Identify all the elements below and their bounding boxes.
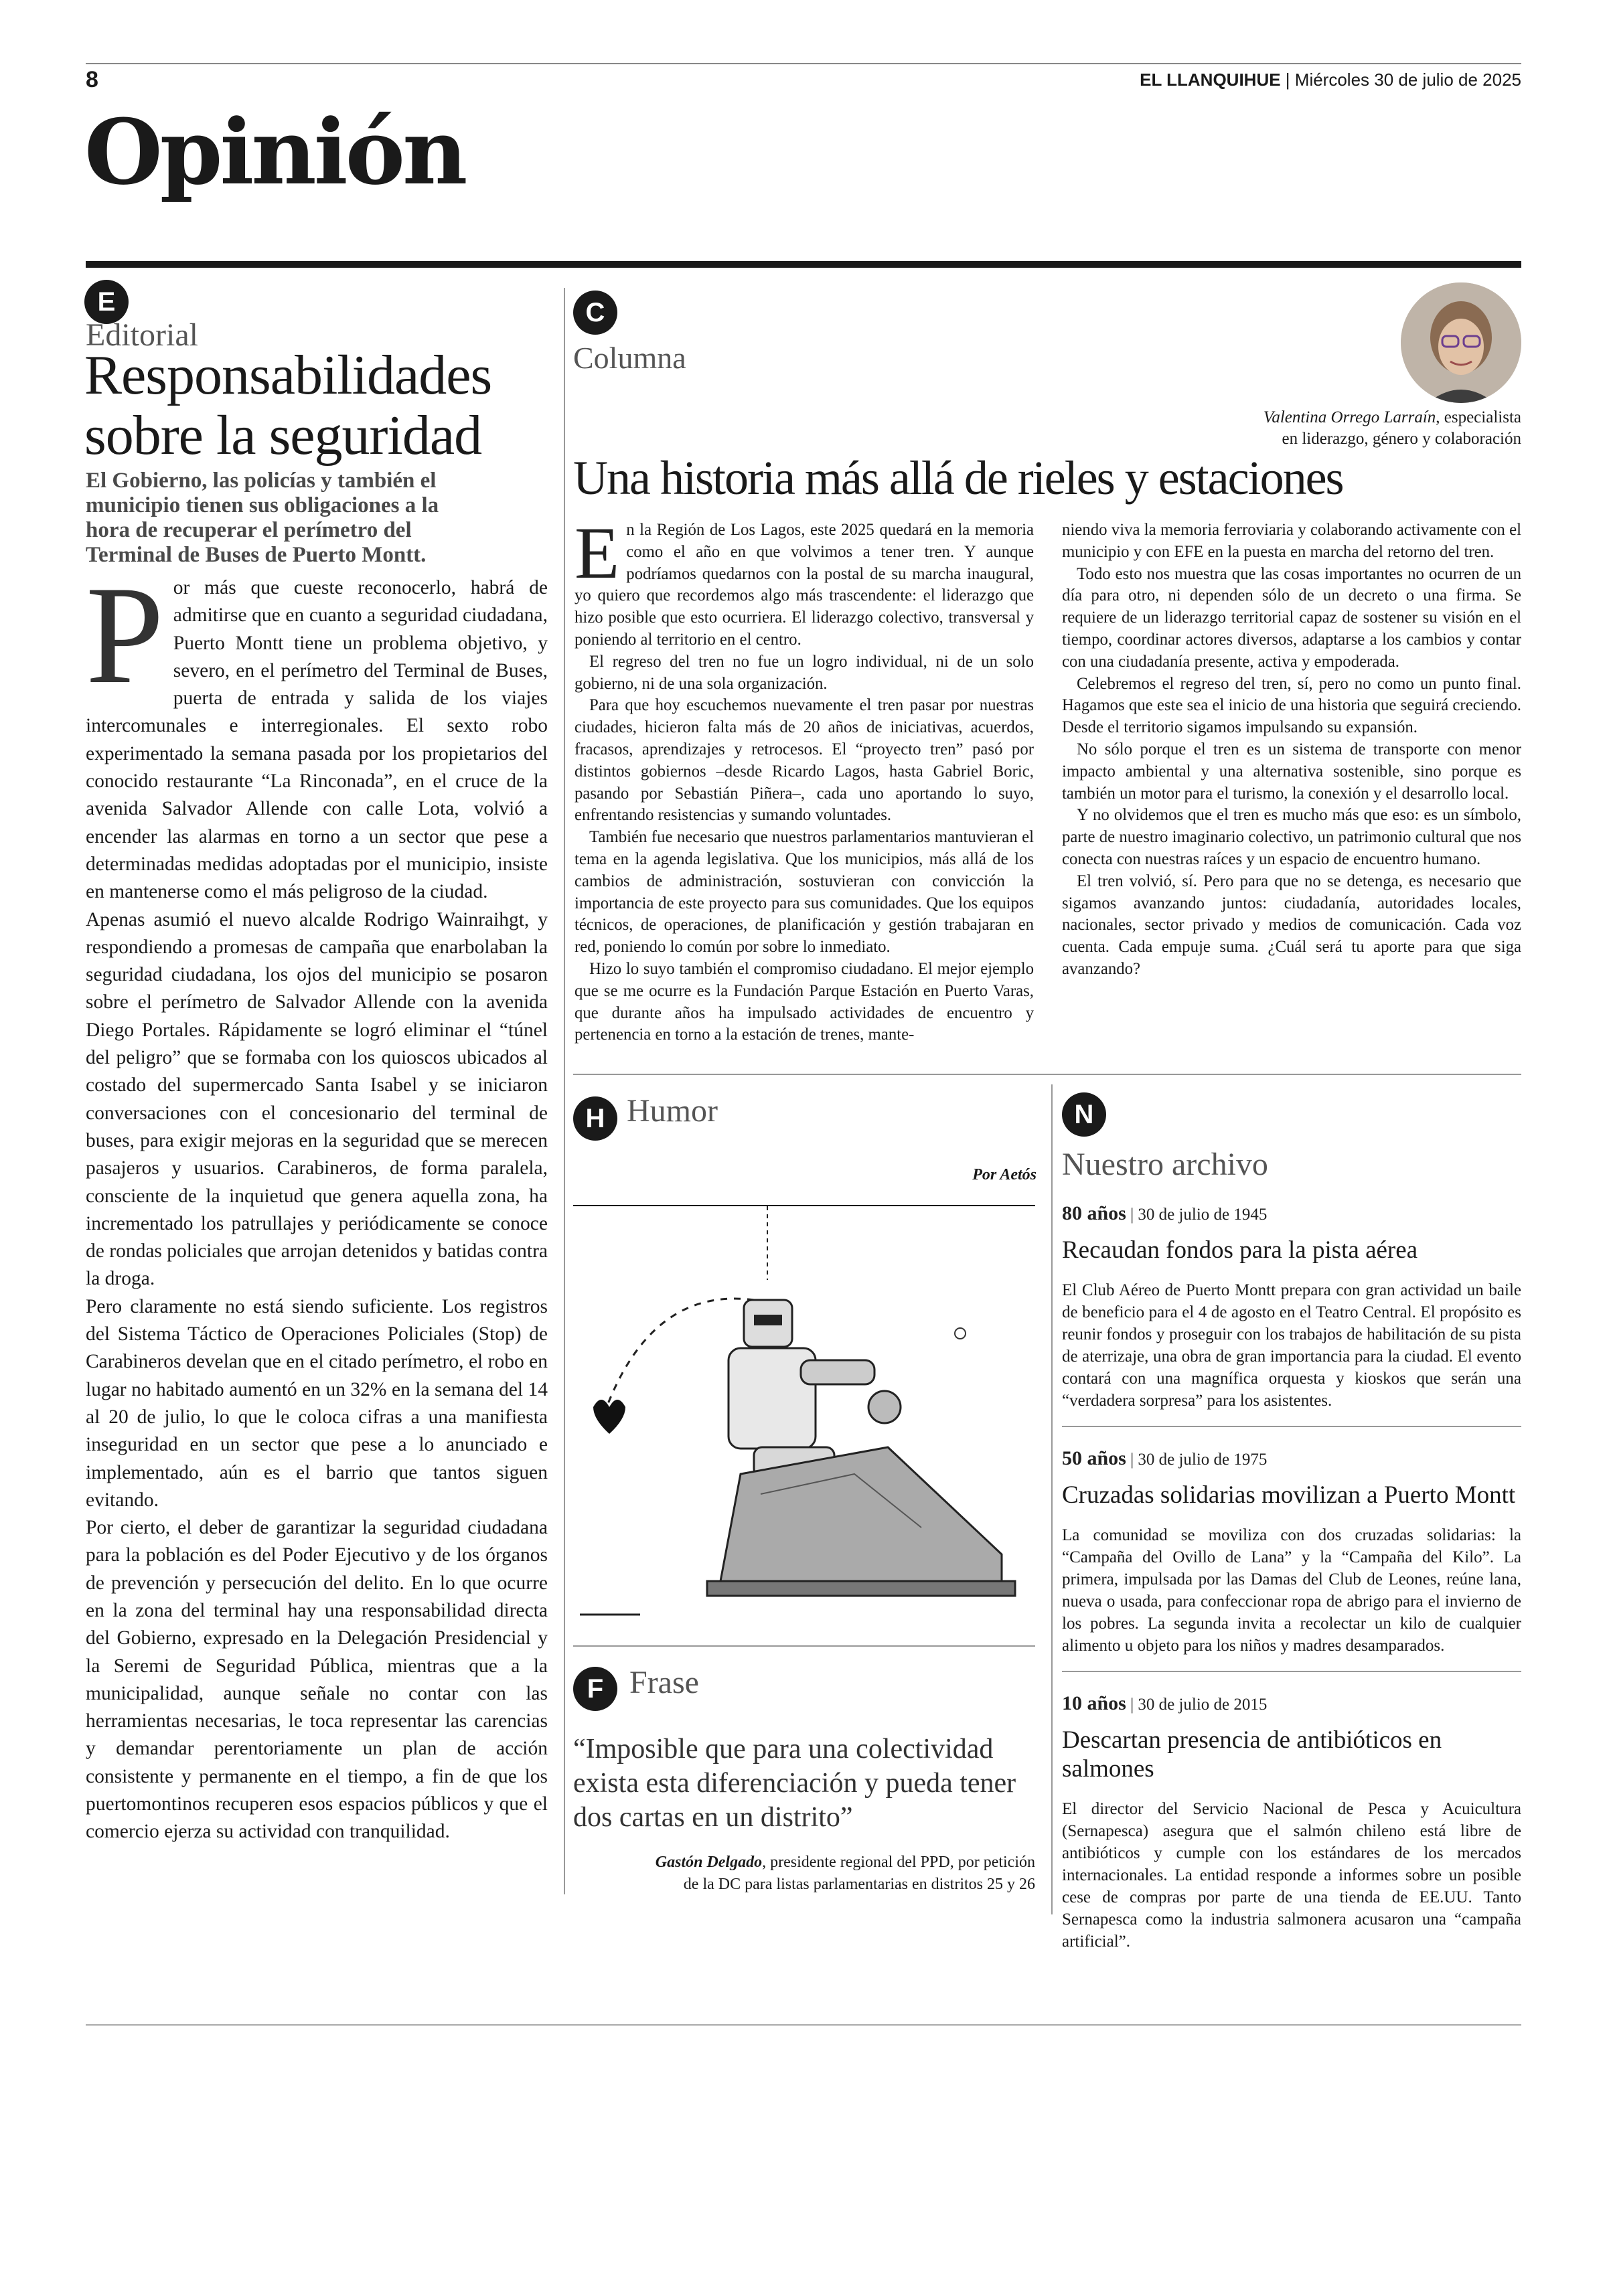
column-paragraph-text: n la Región de Los Lagos, este 2025 quedará en la memoria como el año en que volvimos a tener tren. Y aunque podríamos quedarnos con la postal de su marcha inaugural, yo quiero que recordemos algo más trascendente: el liderazgo que hizo posible que esto ocurriera. El liderazgo colectivo, transversal y poniendo al territorio en el centro. <box>575 521 1034 649</box>
column-paragraph: niendo viva la memoria ferroviaria y colaborando activamente con el municipio y con EFE en la puesta en marcha del retorno del tren. <box>1062 521 1521 561</box>
frase-kicker: Frase <box>629 1665 699 1700</box>
column-paragraph: También fue necesario que nuestros parlamentarios mantuvieran el tema en la agenda legislativa. Que los municipios, más allá de los cambios de administración, sostuvieran con convicción la importancia de este proyecto para sus comunidades. Que los equipos técnicos, de operaciones, de planificación y gestión trabajaran en red, poniendo lo común por sobre lo inmediato. <box>575 828 1034 957</box>
editorial-body <box>86 558 548 1846</box>
column-paragraph: Todo esto nos muestra que las cosas importantes no ocurren de un día para otro, ni dependen sólo de un decreto o una firma. Se requiere de un liderazgo territorial capaz de sostener su visión en el tiempo, coordinar actores diversos, adaptarse a los cambios y contar con una ciudadanía presente, activa y empoderada. <box>1062 564 1521 671</box>
archivo-item <box>1062 1447 1521 1657</box>
column-text-col1 <box>575 512 1034 1046</box>
masthead: EL LLANQUIHUE | Miércoles 30 de julio de 2025 <box>1140 70 1521 90</box>
column-paragraph: Y no olvidemos que el tren es mucho más que eso: es un símbolo, parte de nuestro imaginario colectivo, un patrimonio cultural que nos conecta con nuestras raíces y un espacio de encuentro humano. <box>1062 806 1521 868</box>
frase-attribution-line1 <box>573 1852 1035 1874</box>
humor-kicker: Humor <box>627 1093 718 1129</box>
frase-attribution <box>573 1852 1035 1896</box>
editorial-deck: El Gobierno, las policías y también el municipio tienen sus obligaciones a la hora de recuperar el perímetro del Terminal de Buses de Puerto Montt. <box>86 469 439 567</box>
archivo-body: El Club Aéreo de Puerto Montt prepara con gran actividad un baile de beneficio para el 4 de agosto en el Teatro Central. El propósito es reunir fondos y proseguir con los trabajos de habilitación de su pista de aterrizaje, una obra de gran importancia para la ciudad. El evento contará con una magnífica orquesta y kioskos que serán una “verdadera sorpresa” para los asistentes. <box>1062 1281 1521 1410</box>
archivo-years: 80 años <box>1062 1202 1126 1224</box>
archivo-years: 50 años <box>1062 1447 1126 1469</box>
column-paragraph: El regreso del tren no fue un logro individual, ni de un solo gobierno, ni de una sola organización. <box>575 652 1034 693</box>
frase-quote: “Imposible que para una colectividad exista esta diferenciación y pueda tener dos cartas en un distrito” <box>573 1734 1016 1833</box>
author-role: , especialista <box>1436 408 1521 426</box>
author-role-line2: en liderazgo, género y colaboración <box>1282 430 1521 448</box>
column-text-col2 <box>1062 519 1521 981</box>
author-credit-line1 <box>1012 407 1521 428</box>
author-name: Valentina Orrego Larraín <box>1263 408 1436 426</box>
page-number: 8 <box>86 67 98 92</box>
author-portrait-icon <box>1401 282 1521 403</box>
column-paragraph: Celebremos el regreso del tren, sí, pero no como un punto final. Hagamos que este sea el inicio de una historia que seguirá creciendo. Desde el territorio sigamos impulsando su expansión. <box>1062 674 1521 737</box>
archivo-date: 30 de julio de 1975 <box>1138 1451 1268 1469</box>
column-dropcap: E <box>575 512 620 594</box>
column-paragraph: Para que hoy escuchemos nuevamente el tren pasar por nuestras ciudades, hicieron falta más de 20 años de iniciativas, acuerdos, fracasos, aprendizajes y retrocesos. El “proyecto tren” pasó por distintos gobiernos –desde Ricardo Lagos, hasta Gabriel Boric, pasando por Sebastián Piñera–, cada uno aportando lo suyo, enfrentando resistencias y sumando voluntades. <box>575 696 1034 825</box>
archivo-body: La comunidad se moviliza con dos cruzadas solidarias: la “Campaña del Ovillo de Lana” y la “Campaña del Kilo”. La primera, impulsada por las Damas del Club de Leones, reúne lana, nueva o usada, para confeccionar ropa de abrigo para el invierno de los pobres. La segunda invita a recolectar un kilo de cualquier alimento u objeto para los niños y madres desamparados. <box>1062 1526 1521 1655</box>
humor-cartoon <box>573 1206 1035 1635</box>
archivo-date: 30 de julio de 2015 <box>1138 1696 1268 1714</box>
archivo-date-line: 50 años | 30 de julio de 1975 <box>1062 1447 1268 1469</box>
column-paragraph: No sólo porque el tren es un sistema de transporte con menor impacto ambiental y una alternativa sostenible, sino porque es también un motor para el turismo, la conexión y el desarrollo local. <box>1062 740 1521 803</box>
editorial-title <box>84 345 566 466</box>
top-rule <box>86 63 1521 64</box>
archivo-date: 30 de julio de 1945 <box>1138 1206 1268 1224</box>
column-divider <box>564 288 565 1894</box>
editorial-title-line2: sobre la seguridad <box>84 404 482 467</box>
editorial-paragraph-text: or más que cueste reconocerlo, habrá de admitirse que en cuanto a seguridad ciudadana, Puerto Montt tiene un problema objetivo, y severo, en el perímetro del Terminal de Buses, puerta de entrada y salida de los viajes intercomunales e interregionales. El sexto robo experimentado la semana pasada por los propietarios del conocido restaurante “La Rinconada”, en el cruce de la avenida Salvador Allende con calle Lota, volvió a encender las alarmas en torno a un sector que pese a determinadas medidas adoptadas por el municipio, insiste en mantenerse como el más peligroso de la ciudad. <box>86 577 548 903</box>
column-kicker: Columna <box>573 341 686 375</box>
column-paragraph <box>575 512 1034 651</box>
frase-attribution-line2: de la DC para listas parlamentarias en distritos 25 y 26 <box>683 1876 1035 1893</box>
archivo-rule <box>1062 1671 1521 1672</box>
humor-letter-icon: H <box>573 1096 617 1141</box>
frase-attribution-text: , presidente regional del PPD, por petición <box>762 1854 1035 1871</box>
humor-credit: Por Aetós <box>972 1166 1037 1183</box>
author-credit <box>1012 407 1521 450</box>
archivo-years: 10 años <box>1062 1692 1126 1714</box>
column-letter-icon: C <box>573 291 617 335</box>
column-bottom-rule <box>573 1074 1521 1075</box>
editorial-paragraph: Apenas asumió el nuevo alcalde Rodrigo Wainraihgt, y respondiendo a promesas de campaña que enarbolaban la seguridad ciudadana, los ojos del municipio se posaron sobre el perímetro de Salvador Allende con la avenida Diego Portales. Rápidamente se logró eliminar el “túnel del peligro” que se formaba con los quioscos ubicados al costado del supermercado Santa Isabel y se iniciaron conversaciones con el concesionario del terminal de buses, para exigir mejoras en la seguridad que se merecen pasajeros y usuarios. Carabineros, de forma paralela, consciente de la inquietud que genera aquella zona, ha incrementado los patrullajes y periódicamente se conoce de rondas policiales que arrojan detenidos y batidas contra la droga. <box>86 908 548 1290</box>
page-bottom-rule <box>86 2024 1521 2026</box>
frase-letter-icon: F <box>573 1667 617 1711</box>
column-paragraph: Hizo lo suyo también el compromiso ciudadano. El mejor ejemplo que se me ocurre es la Fundación Parque Estación en Puerto Varas, que durante años ha impulsado actividades de encuentro y pertenencia en torno a la estación de trenes, mante- <box>575 959 1034 1044</box>
archivo-item <box>1062 1202 1521 1412</box>
author-photo <box>1401 282 1521 403</box>
humor-divider <box>1051 1084 1053 1914</box>
issue-date: Miércoles 30 de julio de 2025 <box>1294 70 1521 90</box>
frase-author: Gastón Delgado <box>655 1854 763 1871</box>
thinker-robot-cartoon-icon <box>573 1206 1035 1635</box>
editorial-letter-icon: E <box>84 280 129 324</box>
archivo-rule <box>1062 1426 1521 1427</box>
archivo-kicker: Nuestro archivo <box>1062 1147 1268 1182</box>
editorial-title-line1: Responsabilidades <box>84 344 492 406</box>
archivo-letter-icon: N <box>1062 1092 1106 1137</box>
archivo-item <box>1062 1692 1521 1953</box>
archivo-headline: Cruzadas solidarias movilizan a Puerto Montt <box>1062 1481 1516 1509</box>
editorial-dropcap: P <box>86 558 164 713</box>
column-paragraph: El tren volvió, sí. Pero para que no se detenga, es necesario que sigamos avanzando juntos: ciudadanía, autoridades locales, nacionales, sector privado y medios de comunicación. Cada voz cuenta. Cada empuje suma. ¿Cuál será tu aporte para que siga avanzando? <box>1062 872 1521 978</box>
section-rule <box>86 261 1521 268</box>
newspaper-name: EL LLANQUIHUE <box>1140 70 1281 90</box>
section-title: Opinión <box>84 99 465 205</box>
humor-bottom-rule <box>573 1645 1035 1647</box>
archivo-headline: Descartan presencia de antibióticos en salmones <box>1062 1726 1442 1783</box>
editorial-paragraph <box>86 558 548 906</box>
editorial-kicker: Editorial <box>86 317 198 353</box>
archivo-body: El director del Servicio Nacional de Pesca y Acuicultura (Sernapesca) asegura que el salmón chileno está libre de antibióticos y cumple con los estándares de los mercados internacionales. La entidad responde a informes sobre un posible cese de compras por parte de una tienda de EE.UU. Tanto Sernapesca como la industria salmonera acusaron una “campaña artificial”. <box>1062 1800 1521 1951</box>
archivo-date-line: 80 años | 30 de julio de 1945 <box>1062 1202 1268 1224</box>
archivo-date-line: 10 años | 30 de julio de 2015 <box>1062 1692 1268 1714</box>
column-title: Una historia más allá de rieles y estaciones <box>573 451 1343 505</box>
editorial-paragraph: Por cierto, el deber de garantizar la seguridad ciudadana para la población es del Poder Ejecutivo y de los órganos de prevención y persecución del delito. En lo que ocurre en la zona del terminal hay una responsabilidad directa del Gobierno, expresado en la Delegación Presidencial y la Seremi de Seguridad Pública, mientras que a la municipalidad, aunque señale no contar con las herramientas necesarias, le toca representar las carencias y demandar perentoriamente un plan de acción consistente y permanente en el tiempo, a fin de que los puertomontinos recuperen esos espacios públicos y que el comercio ejerza su actividad con tranquilidad. <box>86 1517 548 1843</box>
archivo-headline: Recaudan fondos para la pista aérea <box>1062 1236 1418 1264</box>
editorial-paragraph: Pero claramente no está siendo suficiente. Los registros del Sistema Táctico de Operaciones Policiales (Stop) de Carabineros develan que en el citado perímetro, el robo en lugar no habitado aumentó en un 32% en la semana del 14 al 20 de julio, lo que le coloca cifras a una manifiesta inseguridad en un sector que pese a lo anunciado e implementado, aún es el barrio que tantos siguen evitando. <box>86 1295 548 1511</box>
